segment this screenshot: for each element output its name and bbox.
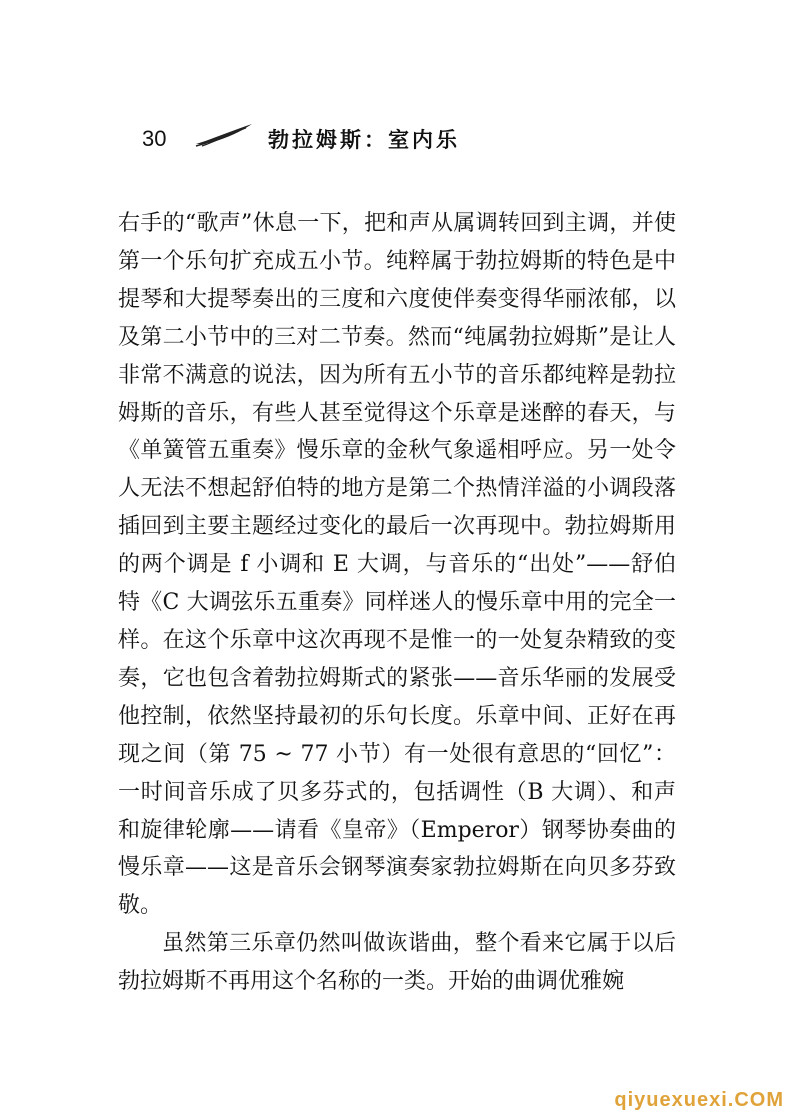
running-title: 勃拉姆斯：室内乐 xyxy=(268,128,460,152)
paragraph: 虽然第三乐章仍然叫做诙谐曲，整个看来它属于以后勃拉姆斯不再用这个名称的一类。开始的曲调优雅婉 xyxy=(118,931,676,995)
page-number: 30 xyxy=(142,126,167,151)
paragraph: 右手的“歌声”休息一下，把和声从属调转回到主调，并使第一个乐句扩充成五小节。纯粹属于勃拉姆斯的特色是中提琴和大提琴奏出的三度和六度使伴奏变得华丽浓郁，以及第二小节中的三对二节奏。然而“纯属勃拉姆斯”是让人非常不满意的说法，因为所有五小节的音乐都纯粹是勃拉姆斯的音乐，有些人甚至觉得这个乐章是迷醉的春天，与《单簧管五重奏》慢乐章的金秋气象遥相呼应。另一处令人无法不想起舒伯特的地方是第二个热情洋溢的小调段落插回到主要主题经过变化的最后一次再现中。勃拉姆斯用的两个调是 f 小调和 E 大调，与音乐的“出处”——舒伯特《C 大调弦乐五重奏》同样迷人的慢乐章中用的完全一样。在这个乐章中这次再现不是惟一的一处复杂精致的变奏，它也包含着勃拉姆斯式的紧张——音乐华丽的发展受他控制，依然坚持最初的乐句长度。乐章中间、正好在再现之间（第 75 ~ 77 小节）有一处很有意思的“回忆”：一时间音乐成了贝多芬式的，包括调性（B 大调）、和声和旋律轮廓——请看《皇帝》（Emperor）钢琴协奏曲的慢乐章——这是音乐会钢琴演奏家勃拉姆斯在向贝多芬致敬。 xyxy=(118,211,676,919)
site-watermark: qiyuexuexi.COM xyxy=(614,1089,784,1111)
body-text xyxy=(118,205,676,1001)
page-header xyxy=(142,120,562,160)
feather-quill-icon xyxy=(194,122,254,154)
